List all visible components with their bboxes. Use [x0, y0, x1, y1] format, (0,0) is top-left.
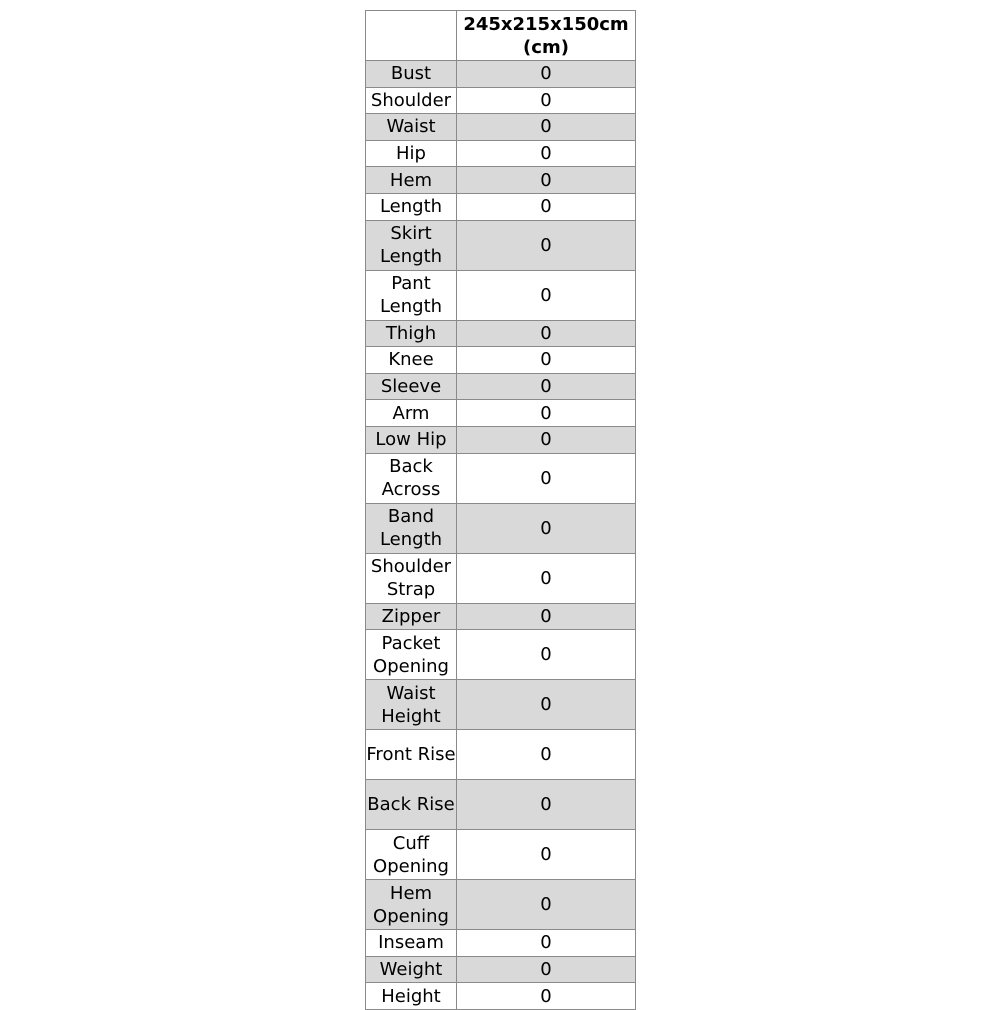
measurement-label: Thigh: [366, 320, 457, 347]
measurement-label: Skirt Length: [366, 220, 457, 270]
table-header-row: [366, 11, 636, 61]
measurement-label: Cuff Opening: [366, 830, 457, 880]
table-row: [366, 503, 636, 553]
measurement-value: 0: [457, 140, 636, 167]
measurement-value: 0: [457, 780, 636, 830]
table-row: [366, 426, 636, 453]
measurement-label: Pant Length: [366, 270, 457, 320]
measurement-label: Hem: [366, 167, 457, 194]
measurement-value: 0: [457, 347, 636, 374]
table-row: [366, 553, 636, 603]
table-row: [366, 830, 636, 880]
table-row: [366, 880, 636, 930]
measurement-label: Knee: [366, 347, 457, 374]
table-row: [366, 730, 636, 780]
table-row: [366, 630, 636, 680]
measurement-value: 0: [457, 193, 636, 220]
measurement-value: 0: [457, 503, 636, 553]
measurement-label: Front Rise: [366, 730, 457, 780]
table-row: [366, 680, 636, 730]
measurement-label: Zipper: [366, 603, 457, 630]
table-row: [366, 956, 636, 983]
measurement-label: Waist Height: [366, 680, 457, 730]
measurement-value: 0: [457, 61, 636, 88]
table-row: [366, 930, 636, 957]
measurement-label: Low Hip: [366, 426, 457, 453]
measurement-value: 0: [457, 453, 636, 503]
table-row: [366, 347, 636, 374]
measurement-label: Arm: [366, 400, 457, 427]
table-row: [366, 167, 636, 194]
table-row: [366, 373, 636, 400]
measurement-value: 0: [457, 630, 636, 680]
table-row: [366, 983, 636, 1010]
table-row: [366, 780, 636, 830]
measurement-value: 0: [457, 553, 636, 603]
table-row: [366, 61, 636, 88]
measurement-label: Shoulder: [366, 87, 457, 114]
table-row: [366, 220, 636, 270]
table-row: [366, 400, 636, 427]
measurement-label: Hip: [366, 140, 457, 167]
table-row: [366, 320, 636, 347]
header-corner-cell: [366, 11, 457, 61]
measurement-value: 0: [457, 680, 636, 730]
measurement-label: Packet Opening: [366, 630, 457, 680]
measurement-value: 0: [457, 270, 636, 320]
measurement-label: Sleeve: [366, 373, 457, 400]
measurement-label: Waist: [366, 114, 457, 141]
measurement-value: 0: [457, 373, 636, 400]
measurement-value: 0: [457, 114, 636, 141]
measurement-label: Weight: [366, 956, 457, 983]
measurement-value: 0: [457, 167, 636, 194]
measurement-value: 0: [457, 880, 636, 930]
measurement-label: Bust: [366, 61, 457, 88]
table-row: [366, 87, 636, 114]
measurement-value: 0: [457, 830, 636, 880]
measurement-value: 0: [457, 400, 636, 427]
measurement-value: 0: [457, 930, 636, 957]
measurement-value: 0: [457, 983, 636, 1010]
table-row: [366, 140, 636, 167]
measurement-label: Band Length: [366, 503, 457, 553]
table-row: [366, 114, 636, 141]
measurement-label: Back Rise: [366, 780, 457, 830]
measurement-label: Height: [366, 983, 457, 1010]
measurement-label: Back Across: [366, 453, 457, 503]
measurement-value: 0: [457, 426, 636, 453]
measurement-value: 0: [457, 87, 636, 114]
table-row: [366, 270, 636, 320]
table-row: [366, 453, 636, 503]
measurement-label: Inseam: [366, 930, 457, 957]
header-size-cell: 245x215x150cm (cm): [457, 11, 636, 61]
measurement-value: 0: [457, 730, 636, 780]
measurement-label: Shoulder Strap: [366, 553, 457, 603]
size-chart-table: [365, 10, 636, 1010]
measurement-value: 0: [457, 220, 636, 270]
measurement-value: 0: [457, 320, 636, 347]
measurement-value: 0: [457, 603, 636, 630]
measurement-label: Hem Opening: [366, 880, 457, 930]
table-row: [366, 193, 636, 220]
table-row: [366, 603, 636, 630]
measurement-label: Length: [366, 193, 457, 220]
measurement-value: 0: [457, 956, 636, 983]
